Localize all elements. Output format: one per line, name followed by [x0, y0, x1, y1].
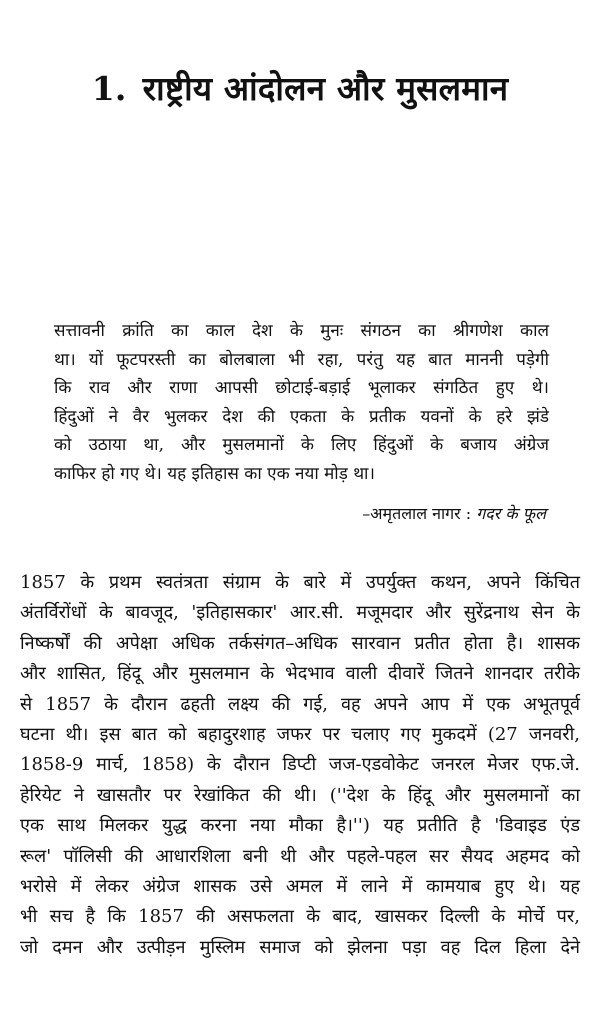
epigraph-line: कि राव और राणा आपसी छोटाई-बड़ाई भूलाकर संगठित हुए थे। — [54, 378, 549, 398]
body-line: निष्कर्षों की अपेक्षा अधिक तर्कसंगत–अधिक सारवान प्रतीत होता है। शासक — [20, 632, 580, 654]
body-line: भरोसे में लेकर अंग्रेज शासक उसे अमल में लाने में कामयाब हुए थे। यह — [20, 876, 580, 898]
epigraph-line: सत्तावनी क्रांति का काल देश के मुनः संगठन का श्रीगणेश काल — [54, 321, 549, 341]
body-line: 1857 के प्रथम स्वतंत्रता संग्राम के बारे में उपर्युक्त कथन, अपने किंचित — [20, 572, 580, 593]
body-line: और शासित, हिंदू और मुसलमान के भेदभाव वाली दीवारें जितने शानदार तरीके — [20, 663, 580, 685]
chapter-title-text: राष्ट्रीय आंदोलन और मुसलमान — [142, 69, 509, 109]
attribution-source: गदर के फूल — [476, 504, 546, 523]
chapter-title — [0, 66, 600, 112]
body-line: से 1857 के दौरान ढहती लक्ष्य की गई, वह अपने आप में एक अभूतपूर्व — [20, 693, 580, 715]
epigraph-line: हिंदुओं ने वैर भुलकर देश की एकता के प्रतीक यवनों के हरे झंडे — [54, 406, 549, 427]
body-line: जो दमन और उत्पीड़न मुस्लिम समाज को झेलना पड़ा वह दिल हिला देने — [20, 936, 580, 958]
attribution-author: –अमृतलाल नागर : — [362, 504, 472, 523]
body-line: रूल' पॉलिसी की आधारशिला बनी थी और पहले-पहल सर सैयद अहमद को — [20, 845, 580, 867]
epigraph-attribution — [362, 503, 546, 525]
epigraph-line: था। यों फूटपरस्ती का बोलबाला भी रहा, परंतु यह बात माननी पड़ेगी — [54, 349, 549, 370]
body-line: घटना थी। इस बात को बहादुरशाह जफर पर चलाए गए मुकदमें (27 जनवरी, — [20, 724, 580, 746]
epigraph-quote — [54, 317, 549, 488]
body-line: अंतर्विरोंधों के बावजूद, 'इतिहासकार' आर.सी. मजूमदार और सुरेंद्रनाथ सेन के — [20, 602, 580, 624]
body-line: 1858-9 मार्च, 1858) के दौरान डिप्टी जज-एडवोकेट जनरल मेजर एफ.जे. — [20, 754, 580, 776]
body-line: एक साथ मिलकर युद्ध करना नया मौका है।'') यह प्रतीति है 'डिवाइड एंड — [20, 815, 580, 837]
body-paragraph — [20, 568, 580, 963]
epigraph-line: को उठाया था, और मुसलमानों के लिए हिंदुओं के बजाय अंग्रेज — [54, 435, 549, 455]
epigraph-line: काफिर हो गए थे। यह इतिहास का एक नया मोड़ था। — [54, 463, 375, 484]
body-line: भी सच है कि 1857 की असफलता के बाद, खासकर दिल्ली के मोर्चे पर, — [20, 906, 580, 928]
body-line: हेरियेट ने खासतौर पर रेखांकित की थी। (''देश के हिंदू और मुसलमानों का — [20, 784, 580, 806]
chapter-number: 1. — [91, 69, 127, 109]
